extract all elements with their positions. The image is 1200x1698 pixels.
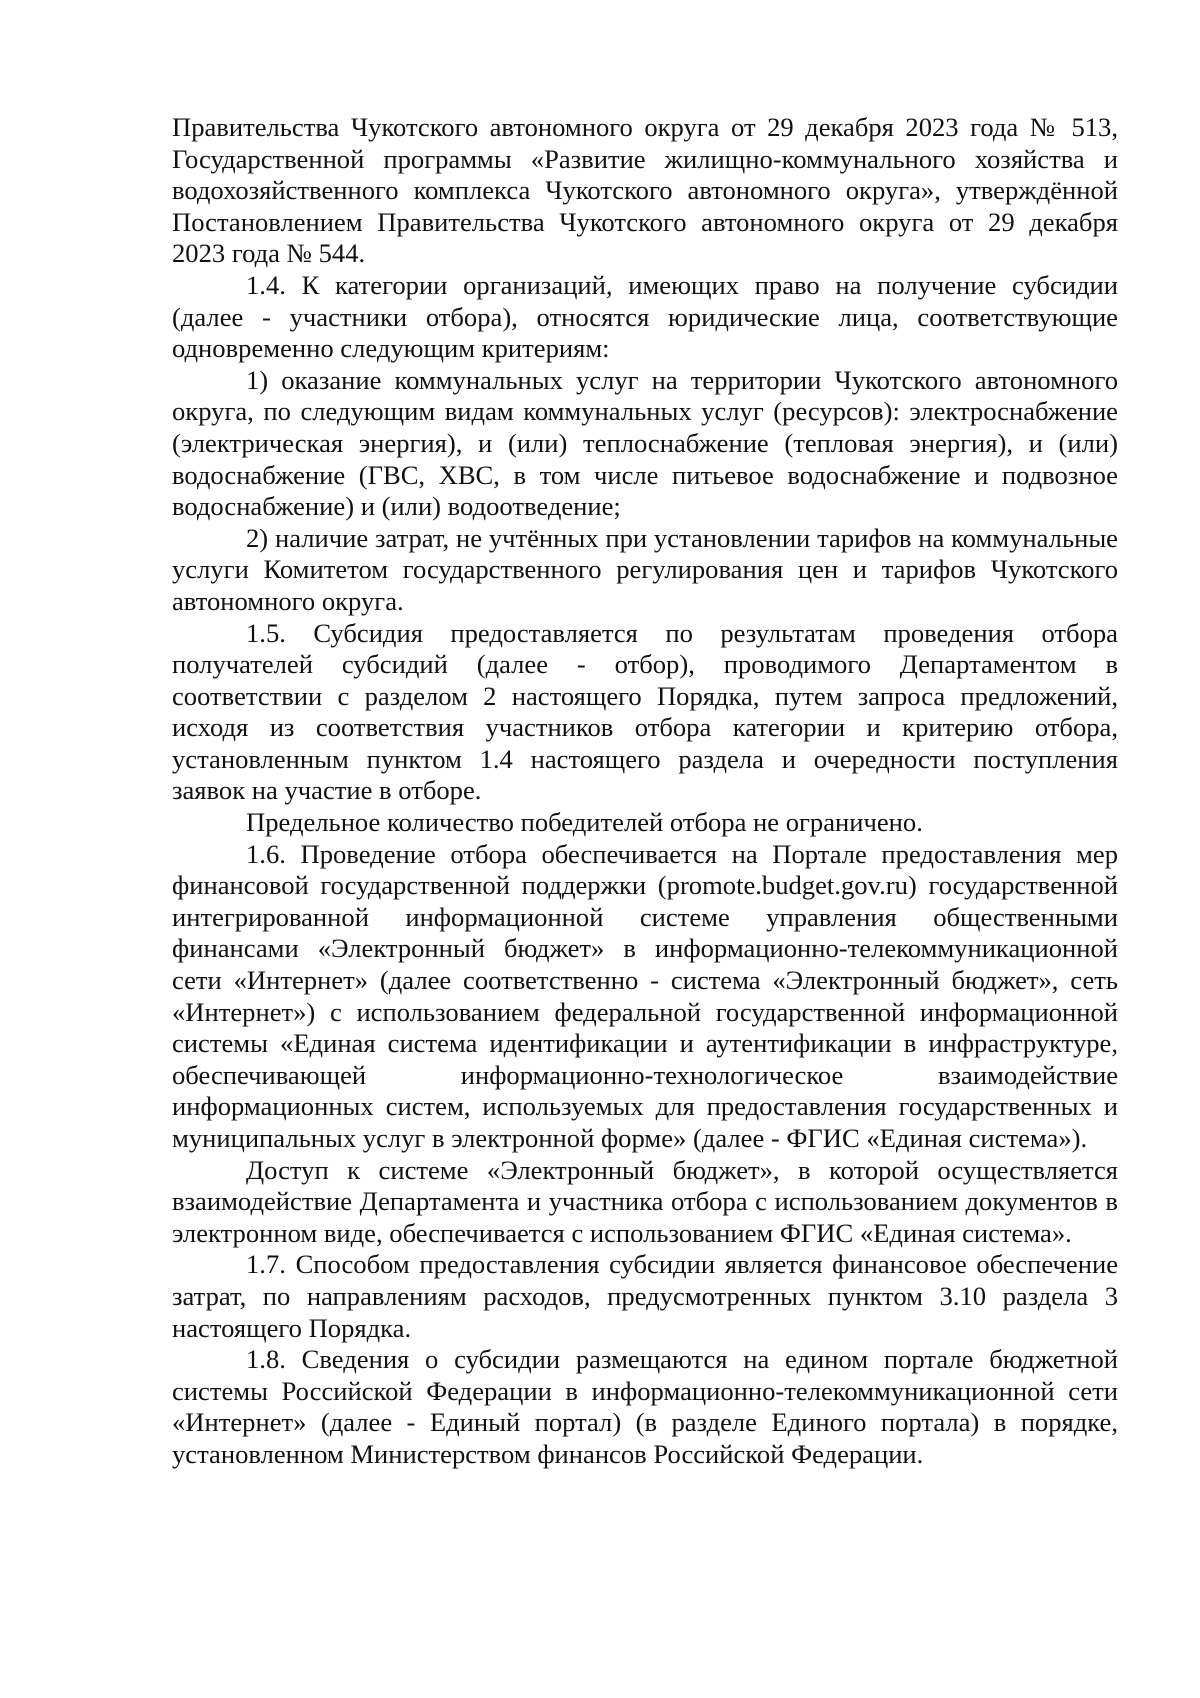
paragraph-1-4-item-2: 2) наличие затрат, не учтённых при установлении тарифов на коммунальные услуги Комитетом государственного регулирования цен и тарифов Чукотского автономного округа. <box>172 522 1118 616</box>
paragraph-1-6: 1.6. Проведение отбора обеспечивается на Портале предоставления мер финансовой государственной поддержки (promote.budget.gov.ru) государственной интегрированной информационной системе управления общественными финансами «Электронный бюджет» в информационно-телекоммуникационной сети «Интернет» (далее соответственно - система «Электронный бюджет», сеть «Интернет») с использованием федеральной государственной информационной системы «Единая система идентификации и аутентификации в инфраструктуре, обеспечивающей информационно-технологическое взаимодействие информационных систем, используемых для предоставления государственных и муниципальных услуг в электронной форме» (далее - ФГИС «Единая система»). <box>172 838 1118 1153</box>
paragraph-1-7: 1.7. Способом предоставления субсидии является финансовое обеспечение затрат, по направлениям расходов, предусмотренных пунктом 3.10 раздела 3 настоящего Порядка. <box>172 1249 1118 1343</box>
paragraph-1-8: 1.8. Сведения о субсидии размещаются на едином портале бюджетной системы Российской Федерации в информационно-телекоммуникационной сети «Интернет» (далее - Единый портал) (в разделе Единого портала) в порядке, установленном Министерством финансов Российской Федерации. <box>172 1344 1118 1469</box>
document-body <box>172 112 1118 1471</box>
paragraph-1-4: 1.4. К категории организаций, имеющих право на получение субсидии (далее - участники отбора), относятся юридические лица, соответствующие одновременно следующим критериям: <box>172 269 1118 364</box>
paragraph-1-6-access: Доступ к системе «Электронный бюджет», в которой осуществляется взаимодействие Департамента и участника отбора с использованием документов в электронном виде, обеспечивается с использованием ФГИС «Единая система». <box>172 1154 1118 1248</box>
paragraph-intro: Правительства Чукотского автономного округа от 29 декабря 2023 года № 513, Государственной программы «Развитие жилищно-коммунального хозяйства и водохозяйственного комплекса Чукотского автономного округа», утверждённой Постановлением Правительства Чукотского автономного округа от 29 декабря 2023 года № 544. <box>172 112 1118 269</box>
paragraph-1-4-item-1: 1) оказание коммунальных услуг на территории Чукотского автономного округа, по следующим видам коммунальных услуг (ресурсов): электроснабжение (электрическая энергия), и (или) теплоснабжение (тепловая энергия), и (или) водоснабжение (ГВС, ХВС, в том числе питьевое водоснабжение и подвозное водоснабжение) и (или) водоотведение; <box>172 364 1118 522</box>
paragraph-1-5-limit: Предельное количество победителей отбора не ограничено. <box>246 807 923 838</box>
paragraph-1-5: 1.5. Субсидия предоставляется по результатам проведения отбора получателей субсидий (далее - отбор), проводимого Департаментом в соответствии с разделом 2 настоящего Порядка, путем запроса предложений, исходя из соответствия участников отбора категории и критерию отбора, установленным пунктом 1.4 настоящего раздела и очередности поступления заявок на участие в отборе. <box>172 617 1118 806</box>
